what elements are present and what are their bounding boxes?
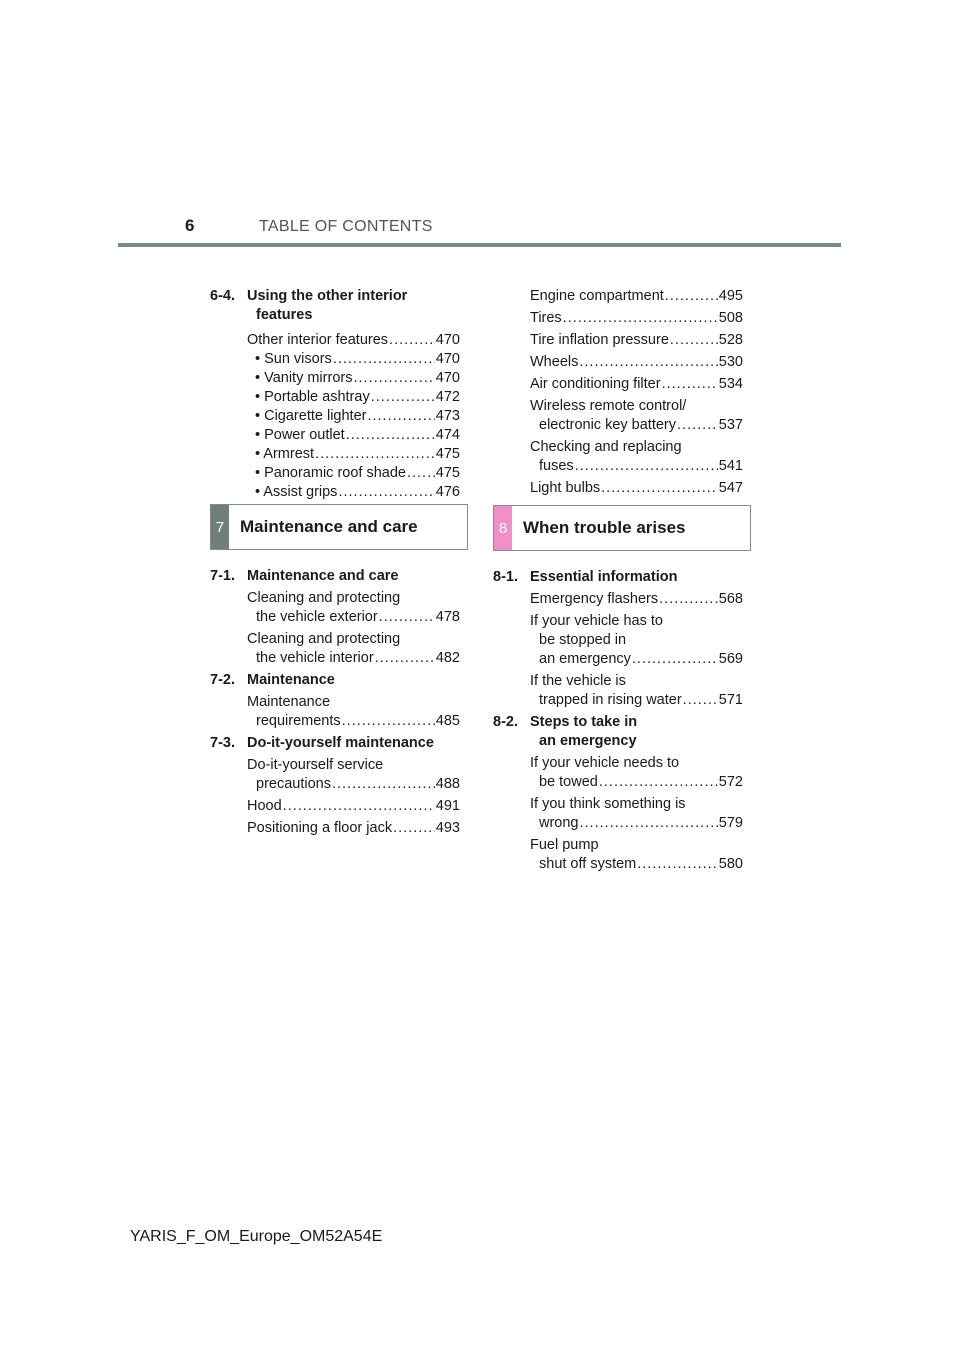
toc-entry[interactable]: Wheels ..... 530 <box>493 353 743 372</box>
section-7-3-heading[interactable]: 7-3. Do-it-yourself maintenance <box>210 735 434 751</box>
toc-entry[interactable]: Air conditioning filter ..... 534 <box>493 375 743 394</box>
chapter-8-tab[interactable] <box>493 505 751 551</box>
toc-subentry[interactable]: • Panoramic roof shade ..... 475 <box>210 464 460 483</box>
chapter-title: Maintenance and care <box>240 517 418 536</box>
toc-left-column <box>210 287 460 502</box>
toc-entry[interactable]: Light bulbs ..... 547 <box>493 479 743 498</box>
toc-entry[interactable]: If your vehicle has to be stopped in an emergency ..... 569 <box>493 612 743 669</box>
toc-entry[interactable]: Checking and replacing fuses ..... 541 <box>493 438 743 476</box>
section-8-1-heading[interactable]: 8-1. Essential information <box>493 569 678 585</box>
toc-entry[interactable]: Hood ..... 491 <box>210 797 460 816</box>
toc-subentry[interactable]: • Cigarette lighter ..... 473 <box>210 407 460 426</box>
section-6-4-heading[interactable]: 6-4. Using the other interior features <box>210 288 408 323</box>
toc-entry[interactable]: Emergency flashers ..... 568 <box>493 590 743 609</box>
toc-entry[interactable]: Positioning a floor jack ..... 493 <box>210 819 460 838</box>
toc-entry[interactable]: Tires ..... 508 <box>493 309 743 328</box>
toc-subentry[interactable]: • Portable ashtray ..... 472 <box>210 388 460 407</box>
section-7-1-heading[interactable]: 7-1. Maintenance and care <box>210 568 399 584</box>
header-divider <box>118 243 841 247</box>
toc-entry[interactable]: Engine compartment ..... 495 <box>493 287 743 306</box>
chapter-number-badge: 8 <box>494 506 512 550</box>
section-8-2-heading[interactable]: 8-2. Steps to take in an emergency <box>493 714 638 749</box>
toc-entry[interactable]: Cleaning and protecting the vehicle exterior ..... 478 <box>210 589 460 627</box>
toc-left-column-ch7 <box>210 567 460 838</box>
toc-subentry[interactable]: • Vanity mirrors ..... 470 <box>210 369 460 388</box>
document-footer: YARIS_F_OM_Europe_OM52A54E <box>130 1228 383 1245</box>
toc-entry[interactable]: If you think something is wrong ..... 579 <box>493 795 743 833</box>
toc-right-column <box>493 287 743 498</box>
chapter-7-tab[interactable] <box>210 504 468 550</box>
toc-right-column-ch8 <box>493 568 743 874</box>
page-header-title: TABLE OF CONTENTS <box>259 218 433 235</box>
toc-subentry[interactable]: • Power outlet ..... 474 <box>210 426 460 445</box>
toc-subentry[interactable]: • Sun visors ..... 470 <box>210 350 460 369</box>
toc-entry[interactable]: Other interior features ..... 470 <box>210 331 460 350</box>
toc-subentry[interactable]: • Assist grips ..... 476 <box>210 483 460 502</box>
toc-subentry[interactable]: • Armrest ..... 475 <box>210 445 460 464</box>
toc-entry[interactable]: Cleaning and protecting the vehicle interior ..... 482 <box>210 630 460 668</box>
toc-entry[interactable]: If your vehicle needs to be towed ..... 572 <box>493 754 743 792</box>
section-7-2-heading[interactable]: 7-2. Maintenance <box>210 672 335 688</box>
chapter-title: When trouble arises <box>523 518 686 537</box>
chapter-number-badge: 7 <box>211 505 229 549</box>
toc-entry[interactable]: Tire inflation pressure ..... 528 <box>493 331 743 350</box>
toc-entry[interactable]: Fuel pump shut off system ..... 580 <box>493 836 743 874</box>
toc-entry[interactable]: If the vehicle is trapped in rising water ..... 571 <box>493 672 743 710</box>
page-number: 6 <box>185 216 195 235</box>
toc-entry[interactable]: Do-it-yourself service precautions ..... 488 <box>210 756 460 794</box>
toc-entry[interactable]: Wireless remote control/ electronic key battery ..... 537 <box>493 397 743 435</box>
toc-entry[interactable]: Maintenance requirements ..... 485 <box>210 693 460 731</box>
